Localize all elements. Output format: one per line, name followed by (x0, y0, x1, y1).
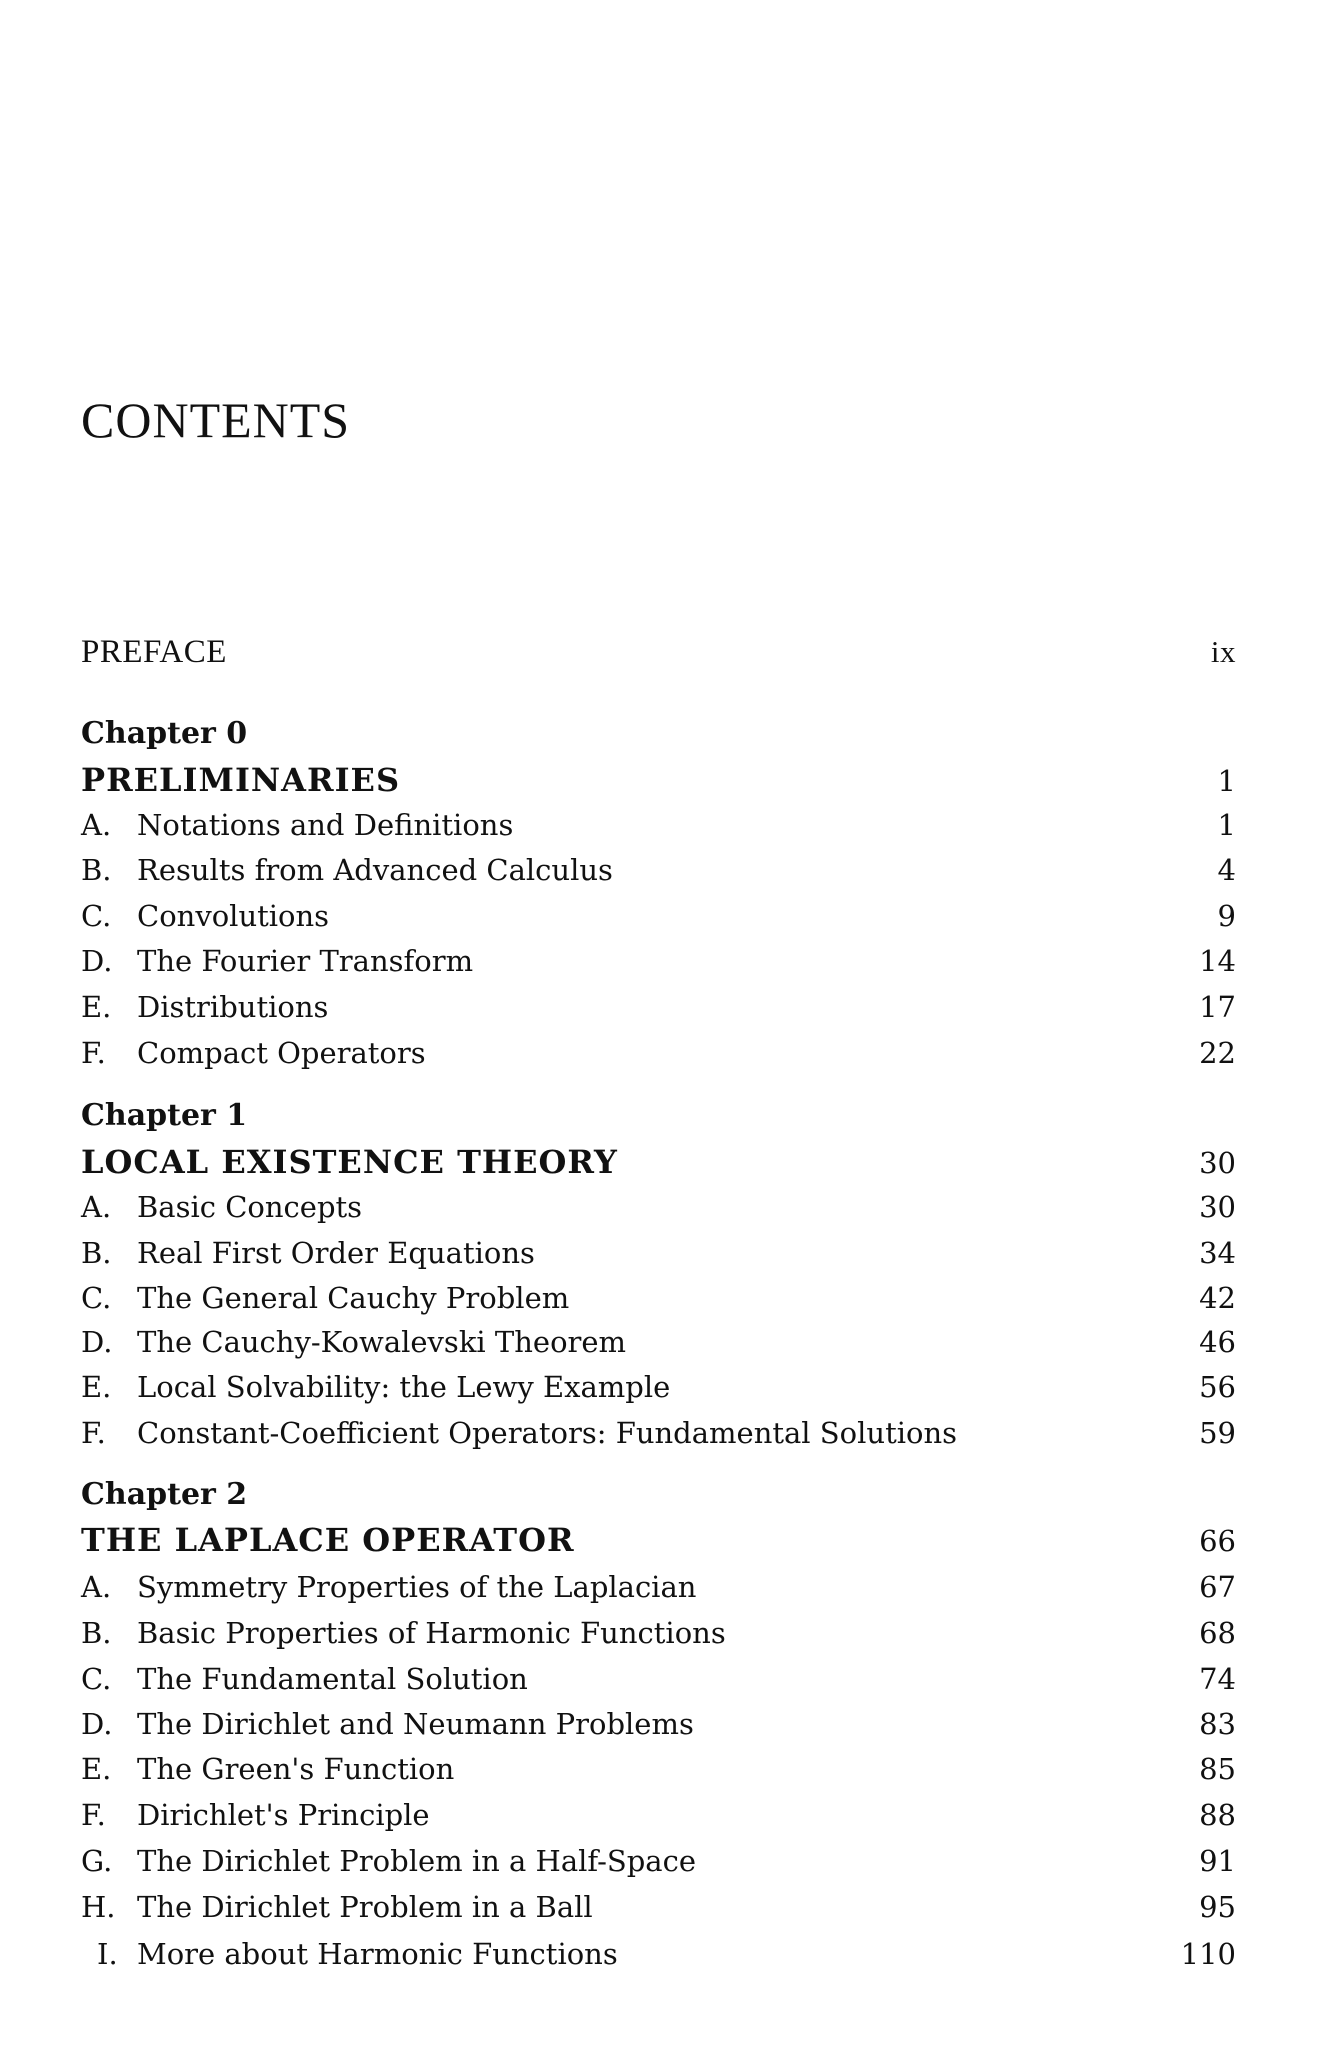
page-title: CONTENTS (81, 392, 351, 448)
toc-preface-page: ix (1210, 634, 1236, 669)
toc-section-row (81, 1413, 1236, 1453)
toc-section-letter: E. (81, 1370, 112, 1404)
toc-section-row (81, 1659, 1236, 1699)
toc-section-row (81, 941, 1236, 981)
toc-section-letter: D. (81, 1325, 113, 1359)
toc-section-letter: F. (81, 1416, 106, 1450)
toc-chapter-title-row (81, 1142, 1236, 1182)
toc-chapter-heading (81, 1475, 1236, 1515)
toc-section-row (81, 1841, 1236, 1881)
toc-chapter-number: Chapter 0 (81, 716, 248, 751)
toc-section-letter: F. (81, 1036, 106, 1070)
toc-section-title: Results from Advanced Calculus (137, 853, 613, 887)
toc-section-letter: E. (81, 990, 112, 1024)
toc-section-letter: A. (81, 1570, 112, 1604)
toc-section-letter: B. (81, 1616, 112, 1650)
toc-chapter-page: 1 (1217, 764, 1236, 798)
toc-section-row (81, 1934, 1236, 1974)
toc-section-title: Constant-Coefficient Operators: Fundamental Solutions (137, 1416, 958, 1450)
toc-section-page: 9 (1217, 899, 1236, 933)
toc-chapter-page: 66 (1199, 1524, 1236, 1558)
toc-section-page: 68 (1199, 1616, 1236, 1650)
toc-section-row (81, 850, 1236, 890)
toc-section-page: 56 (1199, 1370, 1236, 1404)
toc-section-letter: G. (81, 1844, 113, 1878)
toc-section-title: Real First Order Equations (137, 1236, 535, 1270)
toc-section-page: 110 (1180, 1937, 1236, 1971)
toc-chapter-title-row (81, 1520, 1236, 1560)
toc-section-row (81, 1887, 1236, 1927)
toc-section-page: 46 (1199, 1325, 1236, 1359)
toc-section-title: Notations and Definitions (137, 808, 514, 842)
toc-section-letter: C. (81, 1281, 112, 1315)
toc-section-page: 88 (1199, 1798, 1236, 1832)
toc-section-letter: I. (97, 1937, 118, 1971)
toc-section-page: 83 (1199, 1707, 1236, 1741)
toc-chapter-title-row (81, 760, 1236, 800)
toc-section-title: The Green's Function (137, 1752, 455, 1786)
toc-section-row (81, 1033, 1236, 1073)
toc-section-letter: D. (81, 944, 113, 978)
toc-preface-row (81, 632, 1236, 672)
toc-section-title: The Dirichlet and Neumann Problems (137, 1707, 694, 1741)
toc-section-page: 30 (1199, 1190, 1236, 1224)
toc-chapter-heading (81, 1096, 1236, 1136)
toc-section-row (81, 1795, 1236, 1835)
toc-section-letter: C. (81, 1662, 112, 1696)
toc-section-row (81, 1704, 1236, 1744)
toc-section-letter: A. (81, 1190, 112, 1224)
toc-chapter-heading (81, 714, 1236, 754)
toc-section-letter: B. (81, 853, 112, 887)
toc-section-row (81, 1749, 1236, 1789)
toc-section-page: 14 (1199, 944, 1236, 978)
toc-section-title: The Fourier Transform (137, 944, 474, 978)
toc-section-title: Basic Properties of Harmonic Functions (137, 1616, 726, 1650)
toc-section-letter: D. (81, 1707, 113, 1741)
toc-section-letter: B. (81, 1236, 112, 1270)
toc-section-title: More about Harmonic Functions (137, 1937, 618, 1971)
toc-section-title: The Fundamental Solution (137, 1662, 528, 1696)
toc-chapter-number: Chapter 2 (81, 1477, 248, 1512)
toc-section-row (81, 1278, 1236, 1318)
toc-chapter-title: PRELIMINARIES (81, 761, 401, 799)
toc-section-page: 85 (1199, 1752, 1236, 1786)
toc-section-page: 22 (1199, 1036, 1236, 1070)
toc-section-letter: A. (81, 808, 112, 842)
toc-section-page: 34 (1199, 1236, 1236, 1270)
toc-section-row (81, 805, 1236, 845)
toc-section-title: The Dirichlet Problem in a Ball (137, 1890, 593, 1924)
toc-section-title: Symmetry Properties of the Laplacian (137, 1570, 697, 1604)
toc-section-title: Local Solvability: the Lewy Example (137, 1370, 671, 1404)
toc-section-page: 1 (1217, 808, 1236, 842)
toc-section-page: 95 (1199, 1890, 1236, 1924)
toc-section-row (81, 1367, 1236, 1407)
toc-section-title: Basic Concepts (137, 1190, 363, 1224)
toc-section-page: 74 (1199, 1662, 1236, 1696)
toc-section-row (81, 1613, 1236, 1653)
toc-section-page: 59 (1199, 1416, 1236, 1450)
toc-section-title: The Cauchy-Kowalevski Theorem (137, 1325, 627, 1359)
toc-section-page: 91 (1199, 1844, 1236, 1878)
toc-section-title: The Dirichlet Problem in a Half-Space (137, 1844, 697, 1878)
toc-chapter-page: 30 (1199, 1146, 1236, 1180)
toc-section-letter: F. (81, 1798, 106, 1832)
toc-section-letter: E. (81, 1752, 112, 1786)
toc-preface-label: PREFACE (81, 634, 227, 670)
toc-section-title: Dirichlet's Principle (137, 1798, 430, 1832)
toc-section-page: 42 (1199, 1281, 1236, 1315)
toc-section-page: 17 (1199, 990, 1236, 1024)
toc-section-row (81, 1322, 1236, 1362)
toc-chapter-number: Chapter 1 (81, 1098, 248, 1133)
toc-section-row (81, 896, 1236, 936)
toc-section-title: The General Cauchy Problem (137, 1281, 570, 1315)
toc-section-row (81, 987, 1236, 1027)
toc-section-page: 4 (1217, 853, 1236, 887)
toc-section-title: Compact Operators (137, 1036, 426, 1070)
toc-chapter-title: THE LAPLACE OPERATOR (81, 1521, 575, 1559)
toc-section-row (81, 1233, 1236, 1273)
toc-chapter-title: LOCAL EXISTENCE THEORY (81, 1143, 618, 1181)
toc-section-title: Distributions (137, 990, 329, 1024)
toc-section-row (81, 1567, 1236, 1607)
toc-section-title: Convolutions (137, 899, 330, 933)
toc-section-letter: H. (81, 1890, 116, 1924)
toc-section-letter: C. (81, 899, 112, 933)
toc-section-row (81, 1187, 1236, 1227)
toc-section-page: 67 (1199, 1570, 1236, 1604)
